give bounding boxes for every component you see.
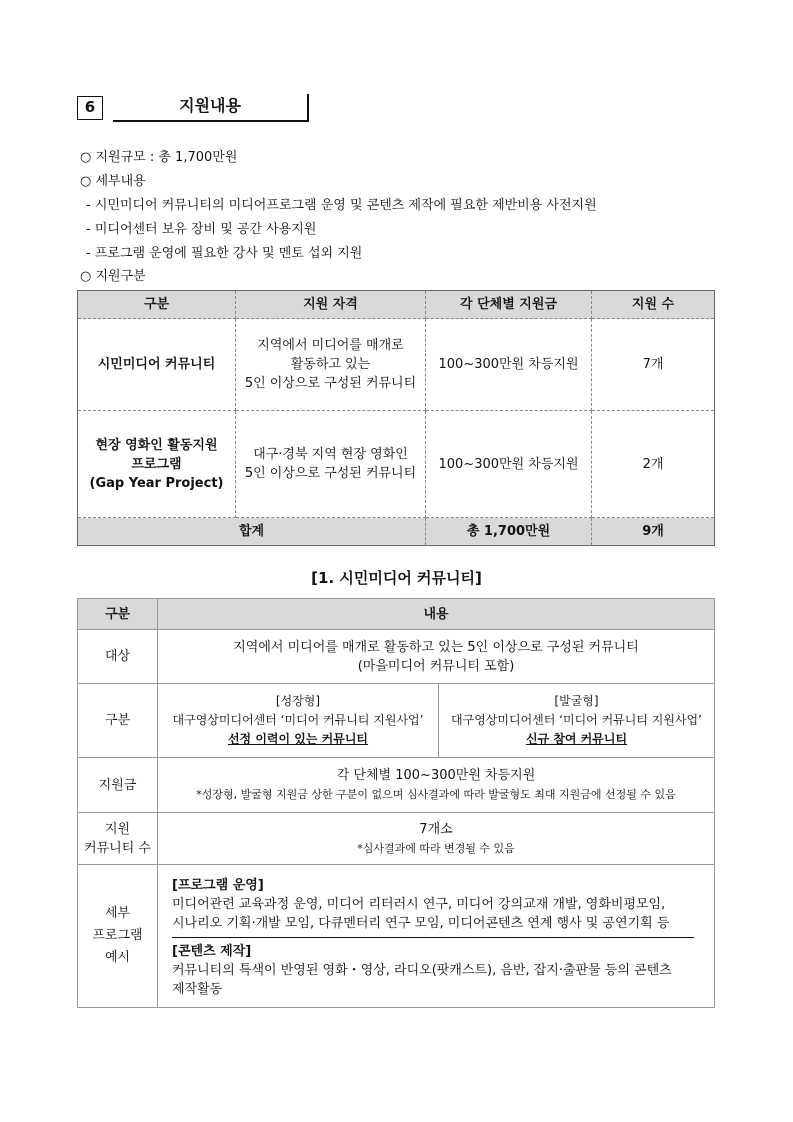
qualification-cell: 대구·경북 지역 현장 영화인 5인 이상으로 구성된 커뮤니티	[236, 411, 426, 518]
category-cell: 현장 영화인 활동지원 프로그램 (Gap Year Project)	[78, 411, 236, 518]
row-label: 지원금	[78, 758, 158, 813]
growth-type-cell: [성장형] 대구영상미디어센터 ‘미디어 커뮤니티 지원사업’ 선정 이력이 있는 커뮤니티	[158, 684, 439, 758]
section-header	[77, 94, 309, 122]
detail-item: - 시민미디어 커뮤니티의 미디어프로그램 운영 및 콘텐츠 제작에 필요한 제반비용 사전지원	[86, 198, 597, 213]
total-label: 합계	[78, 518, 426, 546]
amount-cell: 100~300만원 차등지원	[426, 411, 592, 518]
community-detail-table	[77, 598, 715, 1008]
table-header-row	[78, 599, 715, 630]
divider	[172, 937, 694, 938]
division-row	[78, 684, 715, 758]
count-row	[78, 813, 715, 865]
examples-row	[78, 865, 715, 1008]
column-header: 구분	[78, 291, 236, 319]
count-cell: 2개	[592, 411, 715, 518]
detail-heading: ○ 세부내용	[80, 174, 146, 189]
table-header-row	[78, 291, 715, 319]
column-header: 내용	[158, 599, 715, 630]
grant-row	[78, 758, 715, 813]
support-category-table	[77, 290, 715, 546]
target-row	[78, 630, 715, 684]
total-count: 9개	[592, 518, 715, 546]
section-title: 지원내용	[113, 94, 309, 122]
grant-cell: 각 단체별 100~300만원 차등지원 *성장형, 발굴형 지원금 상한 구분이 없으며 심사결과에 따라 발굴형도 최대 지원금에 선정될 수 있음	[158, 758, 715, 813]
detail-item: - 프로그램 운영에 필요한 강사 및 멘토 섭외 지원	[86, 246, 363, 261]
total-row	[78, 518, 715, 546]
column-header: 구분	[78, 599, 158, 630]
amount-cell: 100~300만원 차등지원	[426, 319, 592, 411]
count-cell: 7개	[592, 319, 715, 411]
category-heading: ○ 지원구분	[80, 269, 146, 284]
row-label: 구분	[78, 684, 158, 758]
examples-cell: [프로그램 운영] 미디어관련 교육과정 운영, 미디어 리터러시 연구, 미디어 강의교재 개발, 영화비평모임, 시나리오 기획·개발 모임, 다큐멘터리 연구 모임, 미디어콘텐츠 연계 행사 및 공연기획 등 [콘텐츠 제작] 커뮤니티의 특색이 반영된 영화・영상, 라디오(팟캐스트), 음반, 잡지·출판물 등의 콘텐츠 제작활동	[158, 865, 715, 1008]
support-scale: ○ 지원규모 : 총 1,700만원	[80, 150, 238, 165]
table-row	[78, 319, 715, 411]
qualification-cell: 지역에서 미디어를 매개로 활동하고 있는 5인 이상으로 구성된 커뮤니티	[236, 319, 426, 411]
subsection-title: [1. 시민미디어 커뮤니티]	[311, 569, 482, 587]
count-cell: 7개소 *심사결과에 따라 변경될 수 있음	[158, 813, 715, 865]
column-header: 지원 수	[592, 291, 715, 319]
detail-item: - 미디어센터 보유 장비 및 공간 사용지원	[86, 222, 317, 237]
row-label: 세부 프로그램 예시	[78, 865, 158, 1008]
column-header: 지원 자격	[236, 291, 426, 319]
column-header: 각 단체별 지원금	[426, 291, 592, 319]
row-label: 대상	[78, 630, 158, 684]
category-cell: 시민미디어 커뮤니티	[78, 319, 236, 411]
row-label: 지원 커뮤니티 수	[78, 813, 158, 865]
section-number: 6	[77, 96, 103, 120]
discovery-type-cell: [발굴형] 대구영상미디어센터 ‘미디어 커뮤니티 지원사업’ 신규 참여 커뮤니티	[439, 684, 715, 758]
table-row	[78, 411, 715, 518]
total-amount: 총 1,700만원	[426, 518, 592, 546]
target-cell: 지역에서 미디어를 매개로 활동하고 있는 5인 이상으로 구성된 커뮤니티 (마을미디어 커뮤니티 포함)	[158, 630, 715, 684]
